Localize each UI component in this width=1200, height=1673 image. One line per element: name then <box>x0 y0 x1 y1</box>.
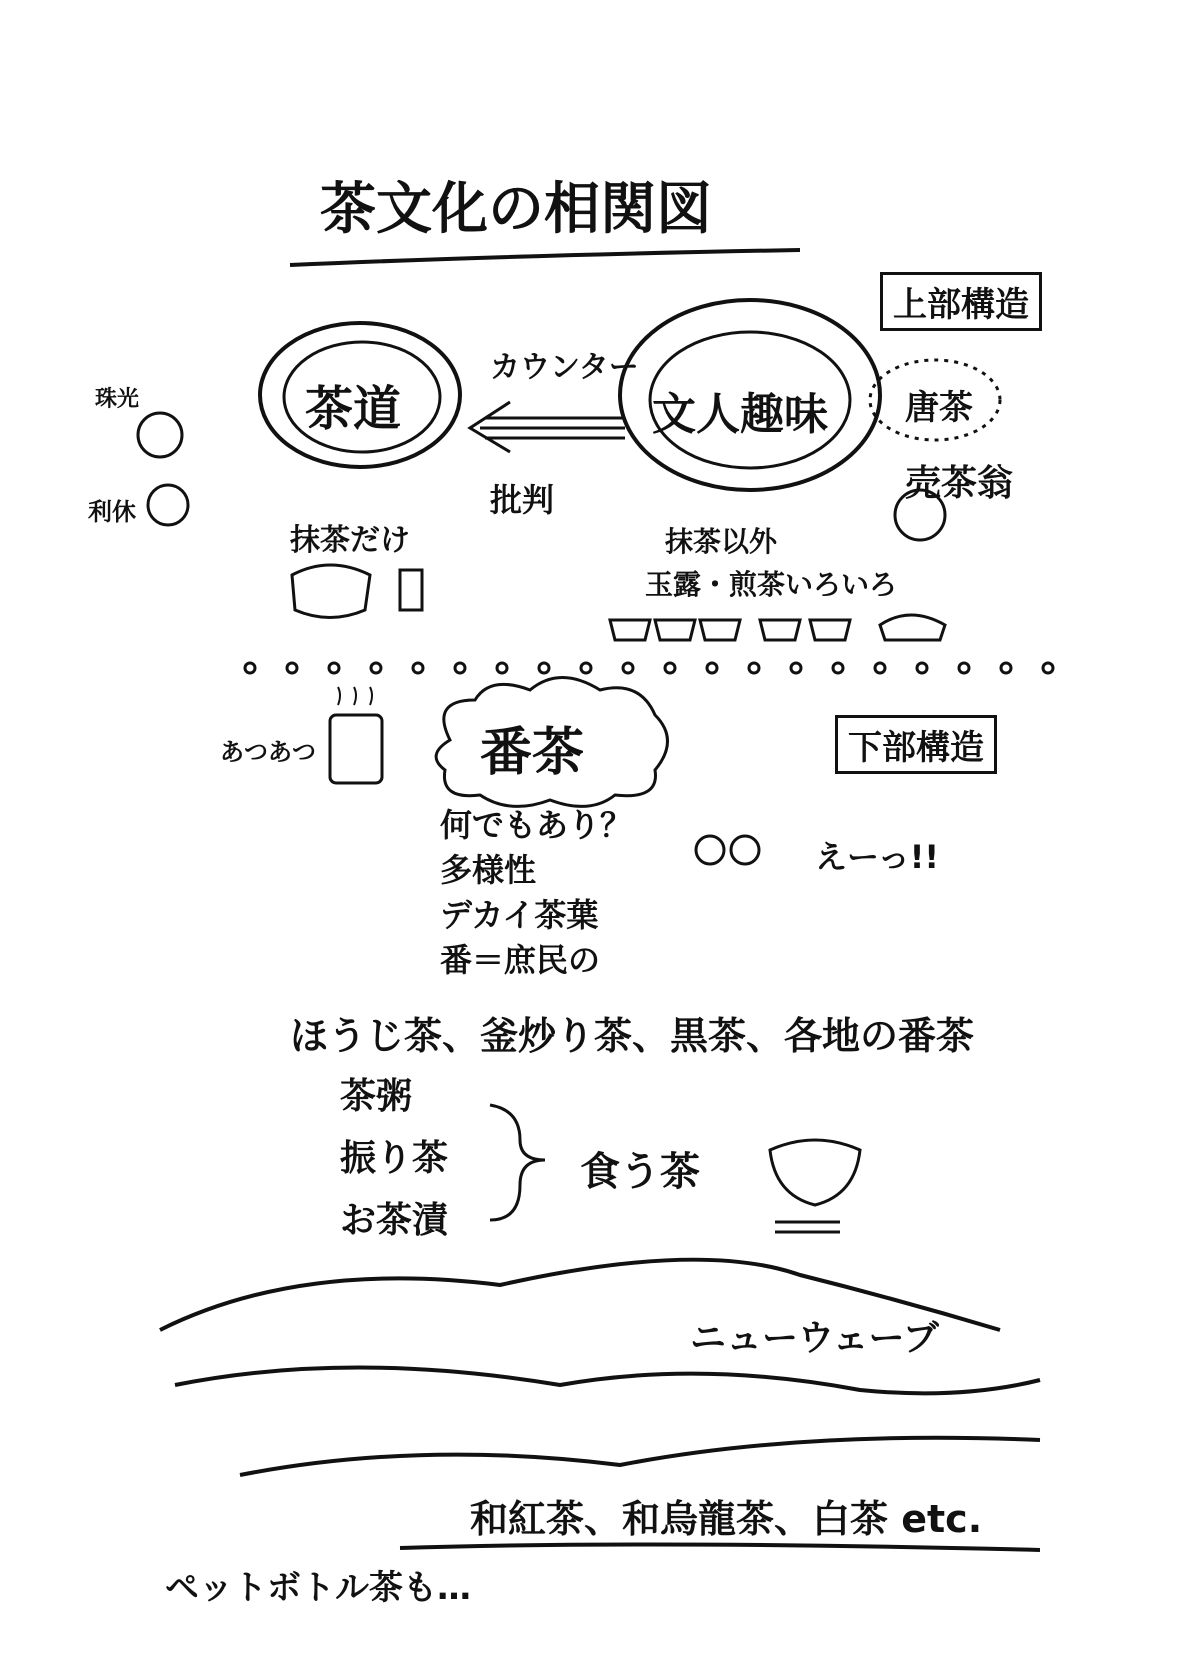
baisaou-label: 売茶翁 <box>905 463 1014 504</box>
steam <box>338 687 372 705</box>
chopsticks <box>775 1222 840 1232</box>
kucha-item-2: 振り茶 <box>340 1138 449 1179</box>
matcha-bowl <box>292 565 370 618</box>
toucha-label: 唐茶 <box>905 388 973 428</box>
tea-whisk <box>400 570 422 610</box>
new-wave-items: 和紅茶、和烏龍茶、白茶 etc. <box>470 1497 983 1541</box>
bancha-note-4: 番＝庶民の <box>440 941 601 979</box>
upper-structure-label: 上部構造 <box>880 272 1042 331</box>
bancha-note-3: デカイ茶葉 <box>440 896 599 934</box>
lower-structure-label: 下部構造 <box>835 715 997 774</box>
kucha-brace <box>490 1105 545 1220</box>
new-wave-label: ニューウェーブ <box>690 1318 939 1359</box>
surprise-label: えーっ!! <box>815 838 939 876</box>
wave-3 <box>240 1438 1040 1475</box>
matcha-only-label: 抹茶だけ <box>290 523 410 558</box>
wave-4 <box>400 1544 1040 1550</box>
title-underline <box>290 250 800 265</box>
shuko-face <box>138 413 182 457</box>
counter-label: カウンター <box>490 350 639 385</box>
criticism-label: 批判 <box>490 481 555 519</box>
kucha-label: 食う茶 <box>580 1149 700 1195</box>
bancha-label: 番茶 <box>480 723 585 783</box>
non-matcha-label-1: 抹茶以外 <box>665 525 778 558</box>
non-matcha-label-2: 玉露・煎茶いろいろ <box>645 568 898 601</box>
sencha-cups <box>610 615 945 640</box>
shuko-label: 珠光 <box>95 387 140 412</box>
kucha-item-3: お茶漬 <box>340 1200 449 1241</box>
bancha-types: ほうじ茶、釜炒り茶、黒茶、各地の番茶 <box>290 1014 975 1058</box>
rice-bowl <box>770 1140 860 1205</box>
bancha-note-1: 何でもあり？ <box>440 806 633 844</box>
wave-2 <box>175 1368 1040 1394</box>
page-title: 茶文化の相関図 <box>320 177 712 242</box>
hot-tea-cup <box>330 715 382 783</box>
rikyu-label: 利休 <box>88 498 136 526</box>
kucha-item-1: 茶粥 <box>340 1076 413 1117</box>
criticism-arrow <box>470 402 625 452</box>
bancha-note-2: 多様性 <box>440 851 537 889</box>
sado-label: 茶道 <box>305 381 402 437</box>
hot-label: あつあつ <box>220 738 316 766</box>
surprised-face-2 <box>731 836 759 864</box>
surprised-face-1 <box>696 836 724 864</box>
bunjin-label: 文人趣味 <box>652 389 828 440</box>
structure-divider <box>245 663 1053 673</box>
rikyu-face <box>148 485 188 525</box>
pet-bottle-label: ペットボトル茶も… <box>165 1568 471 1608</box>
